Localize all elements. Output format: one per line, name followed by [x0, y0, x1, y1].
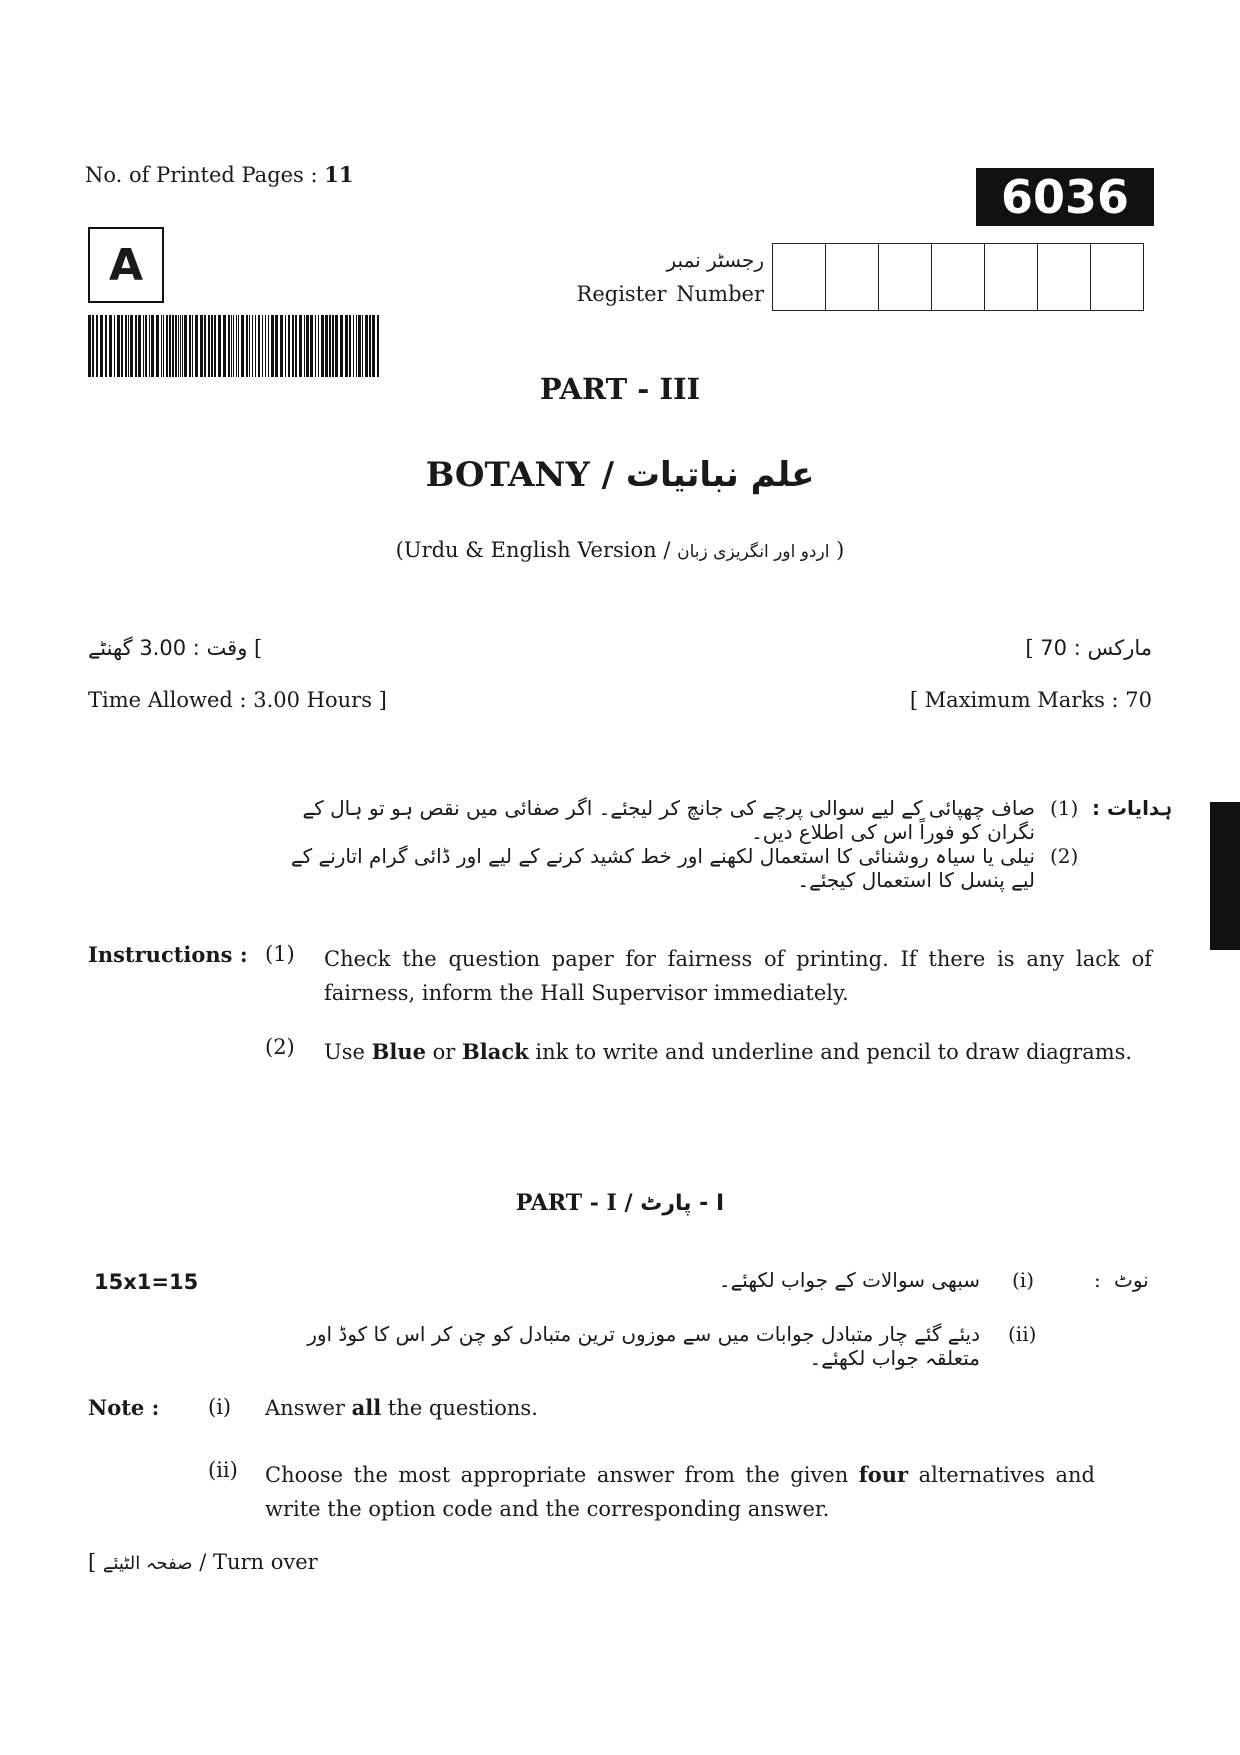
time-allowed: Time Allowed : 3.00 Hours ]	[88, 688, 387, 712]
instruction-number: (1)	[265, 942, 295, 966]
register-digit-box[interactable]	[1091, 244, 1143, 310]
note-1	[265, 1395, 538, 1420]
urdu-instruction-number: (2)	[1050, 844, 1079, 868]
register-digit-box[interactable]	[879, 244, 932, 310]
instruction-text: or	[432, 1040, 456, 1064]
instruction-text: ink to write and underline and pencil to draw diagrams.	[535, 1040, 1133, 1064]
barcode-icon	[88, 315, 382, 377]
part-one-urdu: I - پارٹ	[640, 1191, 725, 1216]
printed-pages-label: No. of Printed Pages :	[85, 163, 318, 187]
urdu-instruction-1: صاف چھپائی کے لیے سوالی پرچے کی جانچ کر لیجئے۔ اگر صفائی میں نقص ہو تو ہال کے نگران کو فوراً اس کی اطلاع دیں۔	[302, 796, 1035, 844]
turn-over-text: Turn over	[212, 1550, 318, 1574]
marks-urdu-text: مارکس : 70	[1040, 636, 1152, 660]
note-number: (ii)	[208, 1458, 238, 1482]
note-text: Choose the most appropriate answer from the given	[265, 1463, 849, 1487]
register-digit-box[interactable]	[1038, 244, 1091, 310]
marks-scheme: 15x1=15	[94, 1270, 199, 1294]
note-text: the questions.	[387, 1396, 538, 1420]
page-edge-marker	[1210, 802, 1240, 950]
note-text: alternatives and write the option code and the corresponding answer.	[265, 1463, 1095, 1521]
urdu-instruction-2: نیلی یا سیاہ روشنائی کا استعمال لکھنے اور خط کشید کرنے کے لیے اور ڈائی گرام اتارنے کے لیے پنسل کا استعمال کیجئے۔	[290, 844, 1035, 892]
subject-separator: /	[601, 455, 614, 495]
version-close: )	[836, 538, 845, 562]
turn-over-bracket: [	[88, 1550, 97, 1574]
version-en: (Urdu & English Version /	[395, 538, 671, 562]
maximum-marks: [ Maximum Marks : 70	[909, 688, 1152, 712]
part-one-heading	[0, 1190, 1240, 1216]
part-one-en: PART - I /	[515, 1190, 633, 1216]
urdu-note-number: (ii)	[1008, 1322, 1037, 1346]
instruction-number: (2)	[265, 1035, 295, 1059]
subject-urdu: علم نباتیات	[625, 455, 815, 495]
turn-over-footer	[88, 1550, 318, 1574]
note-emphasis: four	[858, 1462, 909, 1487]
urdu-note-number: (i)	[1012, 1268, 1035, 1292]
maximum-marks-urdu	[960, 636, 1152, 660]
urdu-note-label: نوٹ	[1114, 1268, 1149, 1292]
register-digit-box[interactable]	[773, 244, 826, 310]
instruction-emphasis: Blue	[371, 1039, 426, 1064]
register-label-urdu: رجسٹر نمبر	[666, 248, 764, 272]
note-2	[265, 1458, 1095, 1526]
part-heading: PART - III	[539, 372, 701, 406]
time-urdu-text: وقت : 3.00 گھنٹے	[88, 636, 248, 660]
marks-urdu-bracket: [	[1025, 636, 1034, 660]
subject-title	[0, 455, 1240, 495]
urdu-note-2: دیئے گئے چار متبادل جوابات میں سے موزوں ترین متبادل کو چن کر اس کا کوڈ اور متعلقہ جواب لکھئے۔	[307, 1322, 980, 1370]
subject-en: BOTANY	[425, 455, 590, 495]
paper-code-box: 6036	[976, 168, 1154, 226]
printed-pages-line	[85, 162, 354, 187]
register-digit-box[interactable]	[932, 244, 985, 310]
register-digit-box[interactable]	[985, 244, 1038, 310]
note-emphasis: all	[351, 1395, 382, 1420]
instructions-label: Instructions :	[88, 942, 248, 967]
version-line	[0, 538, 1240, 562]
register-label: Register Number	[576, 282, 764, 306]
urdu-instruction-number: (1)	[1050, 796, 1079, 820]
instruction-2	[324, 1035, 1152, 1069]
instruction-1: Check the question paper for fairness of printing. If there is any lack of fairness, inform the Hall Supervisor immediately.	[324, 947, 1152, 1005]
series-box: A	[88, 227, 164, 303]
register-digit-box[interactable]	[826, 244, 879, 310]
register-number-grid[interactable]	[772, 243, 1144, 311]
turn-over-sep: /	[199, 1550, 207, 1574]
time-urdu-bracket: [	[254, 636, 263, 660]
urdu-note-1: سبھی سوالات کے جواب لکھئے۔	[718, 1268, 980, 1292]
printed-pages-value: 11	[324, 162, 354, 187]
instruction-emphasis: Black	[462, 1039, 529, 1064]
turn-over-urdu: صفحہ الٹیئے	[102, 1553, 193, 1574]
time-allowed-urdu	[88, 636, 262, 660]
note-label: Note :	[88, 1395, 160, 1420]
instruction-text: Use	[324, 1040, 365, 1064]
urdu-instructions-label: ہدایات :	[1092, 796, 1173, 820]
urdu-note-colon: :	[1094, 1268, 1101, 1292]
version-urdu: اردو اور انگریزی زبان	[677, 542, 830, 562]
note-number: (i)	[208, 1395, 232, 1419]
note-text: Answer	[265, 1396, 345, 1420]
